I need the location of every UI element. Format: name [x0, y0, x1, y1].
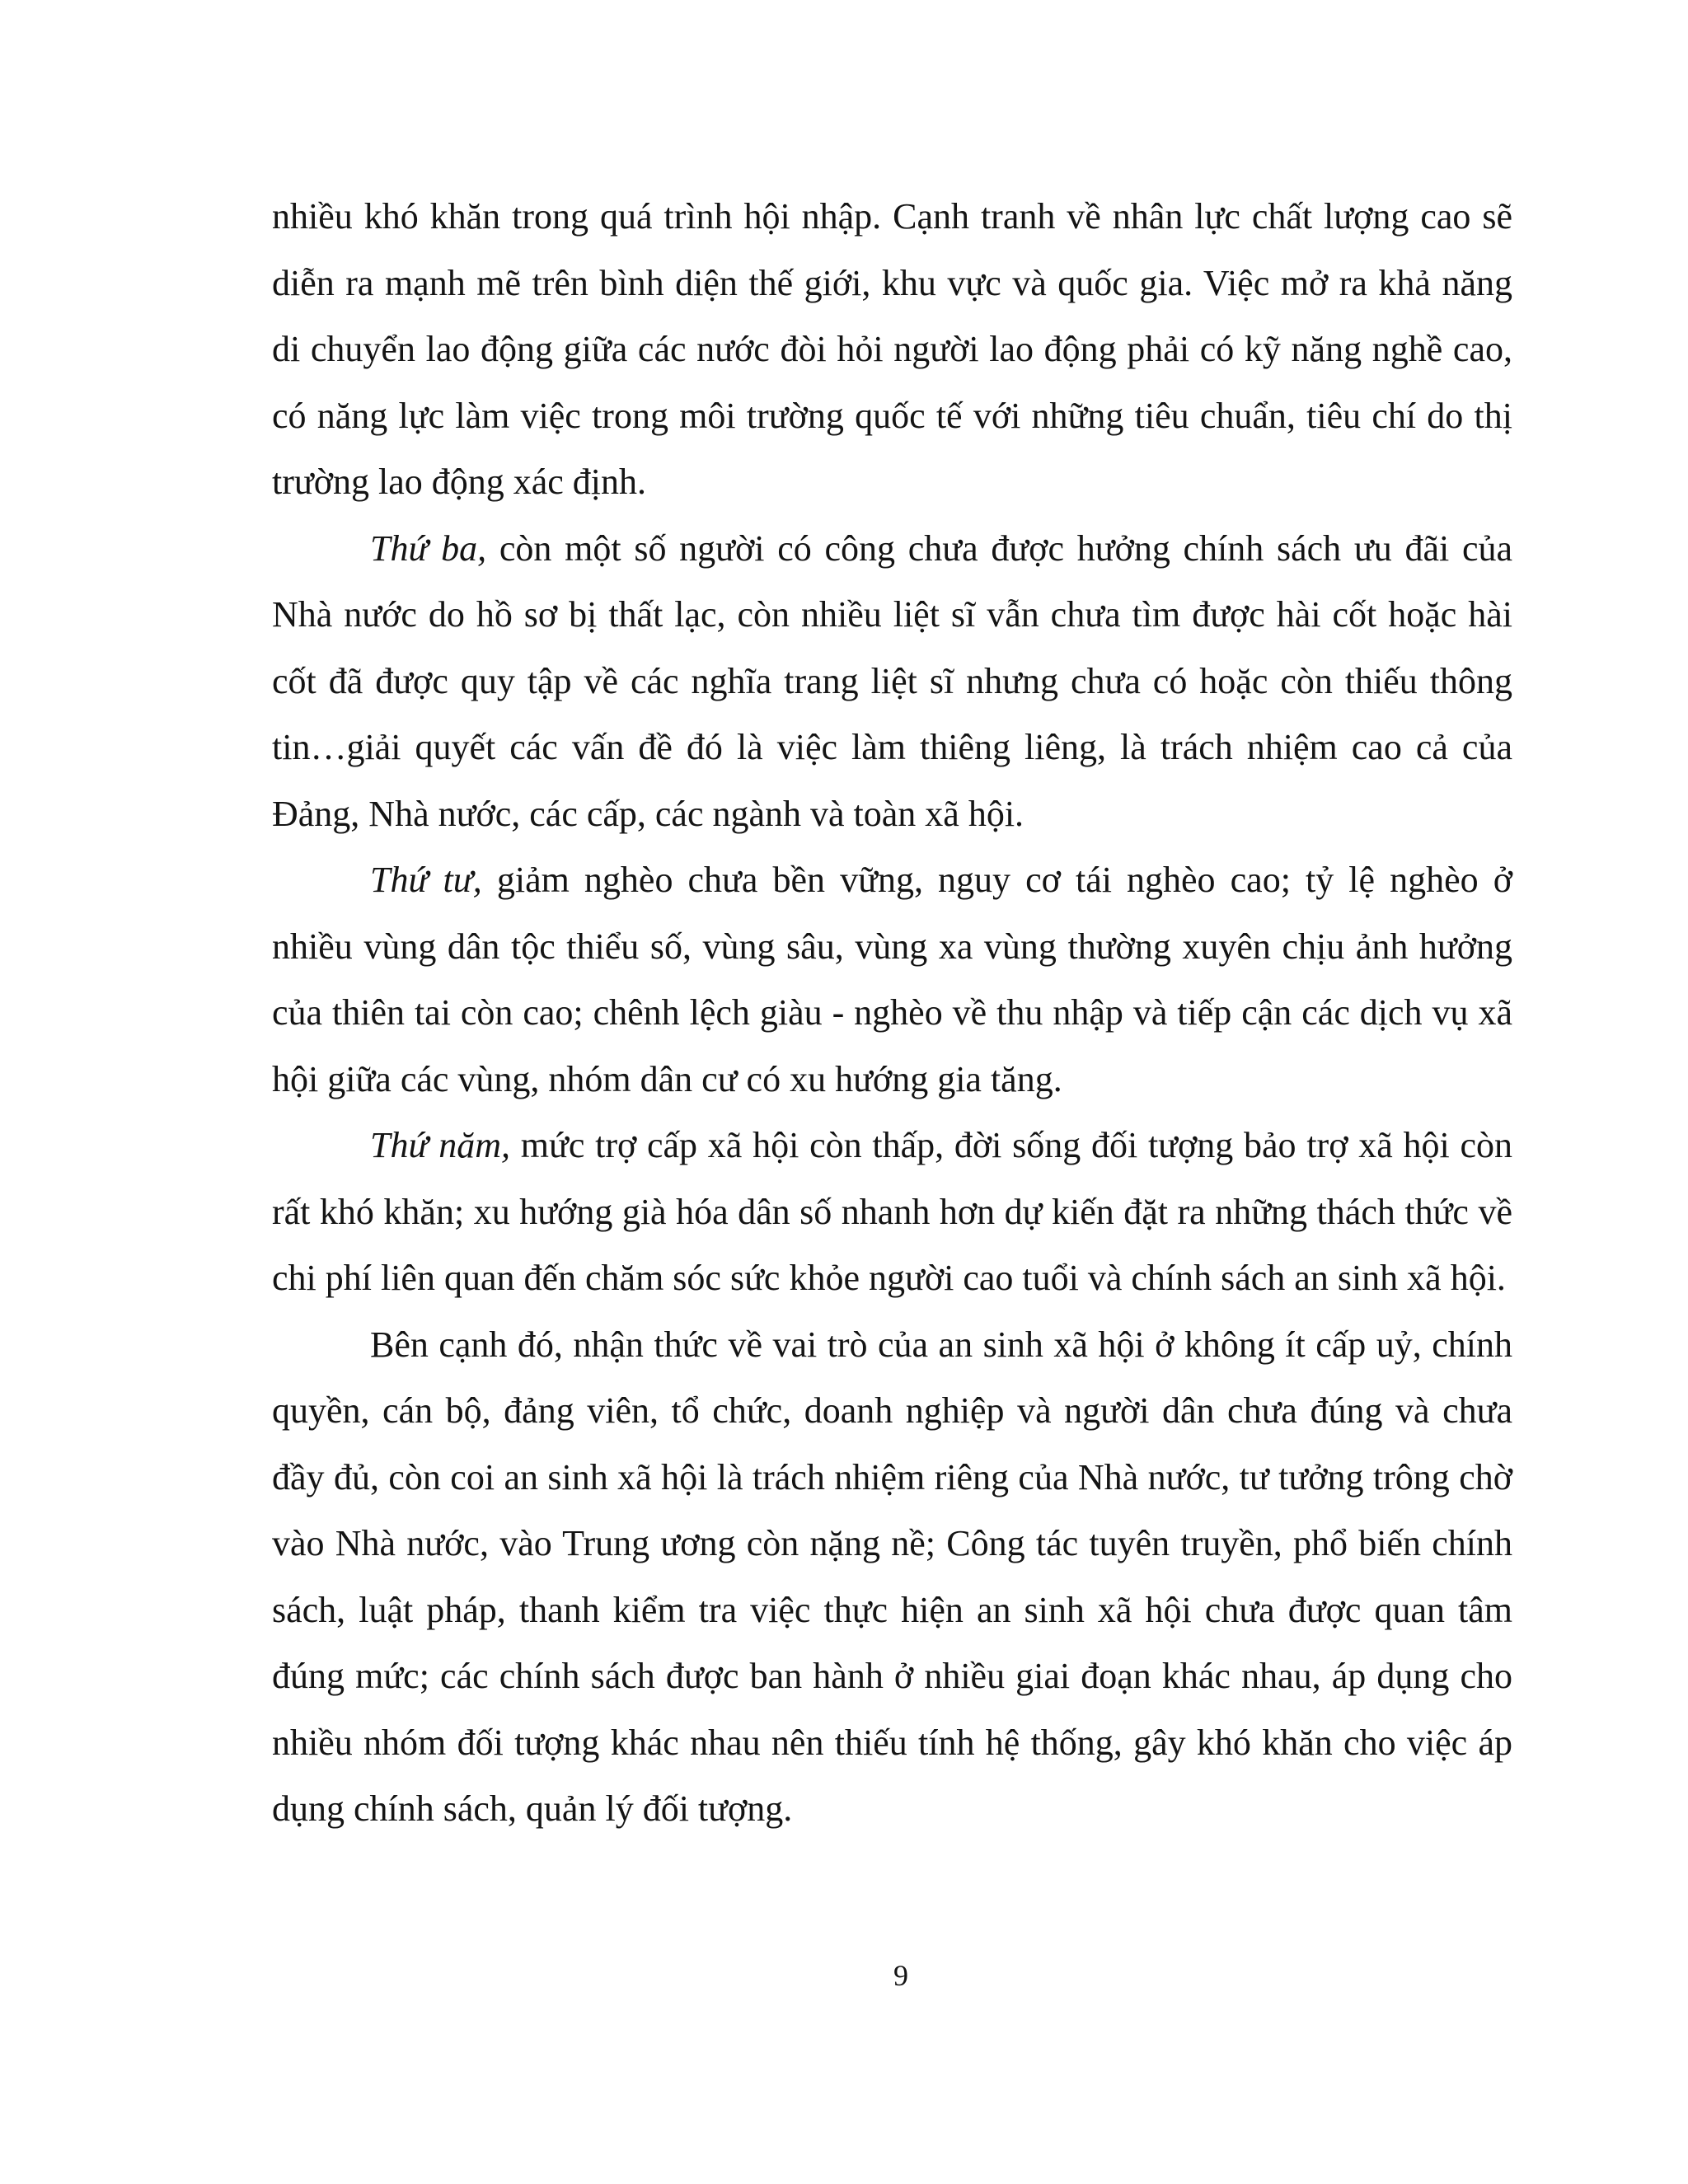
- paragraph-text: mức trợ cấp xã hội còn thấp, đời sống đối tượng bảo trợ xã hội còn rất khó khăn; xu hướng già hóa dân số nhanh hơn dự kiến đặt ra những thách thức về chi phí liên quan đến chăm sóc sức khỏe người cao tuổi và chính sách an sinh xã hội.: [272, 1125, 1512, 1298]
- paragraph-continuation: [272, 184, 1512, 516]
- paragraph-lead: Thứ năm,: [370, 1125, 510, 1165]
- paragraph-text: nhiều khó khăn trong quá trình hội nhập. Cạnh tranh về nhân lực chất lượng cao sẽ diễn ra mạnh mẽ trên bình diện thế giới, khu vực và quốc gia. Việc mở ra khả năng di chuyển lao động giữa các nước đòi hỏi người lao động phải có kỹ năng nghề cao, có năng lực làm việc trong môi trường quốc tế với những tiêu chuẩn, tiêu chí do thị trường lao động xác định.: [272, 196, 1512, 502]
- paragraph-ben-canh-do: [272, 1312, 1512, 1843]
- paragraph-thu-nam: [272, 1113, 1512, 1312]
- paragraph-text: Bên cạnh đó, nhận thức về vai trò của an sinh xã hội ở không ít cấp uỷ, chính quyền, cán bộ, đảng viên, tổ chức, doanh nghiệp và người dân chưa đúng và chưa đầy đủ, còn coi an sinh xã hội là trách nhiệm riêng của Nhà nước, tư tưởng trông chờ vào Nhà nước, vào Trung ương còn nặng nề; Công tác tuyên truyền, phổ biến chính sách, luật pháp, thanh kiểm tra việc thực hiện an sinh xã hội chưa được quan tâm đúng mức; các chính sách được ban hành ở nhiều giai đoạn khác nhau, áp dụng cho nhiều nhóm đối tượng khác nhau nên thiếu tính hệ thống, gây khó khăn cho việc áp dụng chính sách, quản lý đối tượng.: [272, 1324, 1512, 1829]
- paragraph-text: giảm nghèo chưa bền vững, nguy cơ tái nghèo cao; tỷ lệ nghèo ở nhiều vùng dân tộc thiểu số, vùng sâu, vùng xa vùng thường xuyên chịu ảnh hưởng của thiên tai còn cao; chênh lệch giàu - nghèo về thu nhập và tiếp cận các dịch vụ xã hội giữa các vùng, nhóm dân cư có xu hướng gia tăng.: [272, 860, 1513, 1099]
- paragraph-text: còn một số người có công chưa được hưởng chính sách ưu đãi của Nhà nước do hồ sơ bị thất lạc, còn nhiều liệt sĩ vẫn chưa tìm được hài cốt hoặc hài cốt đã được quy tập về các nghĩa trang liệt sĩ nhưng chưa có hoặc còn thiếu thông tin…giải quyết các vấn đề đó là việc làm thiêng liêng, là trách nhiệm cao cả của Đảng, Nhà nước, các cấp, các ngành và toàn xã hội.: [272, 527, 1512, 834]
- body-text: [272, 184, 1512, 1843]
- paragraph-thu-ba: [272, 516, 1512, 848]
- paragraph-thu-tu: [272, 847, 1512, 1113]
- paragraph-lead: Thứ tư,: [370, 860, 482, 900]
- paragraph-lead: Thứ ba,: [370, 527, 487, 569]
- page-number: 9: [893, 1959, 908, 1992]
